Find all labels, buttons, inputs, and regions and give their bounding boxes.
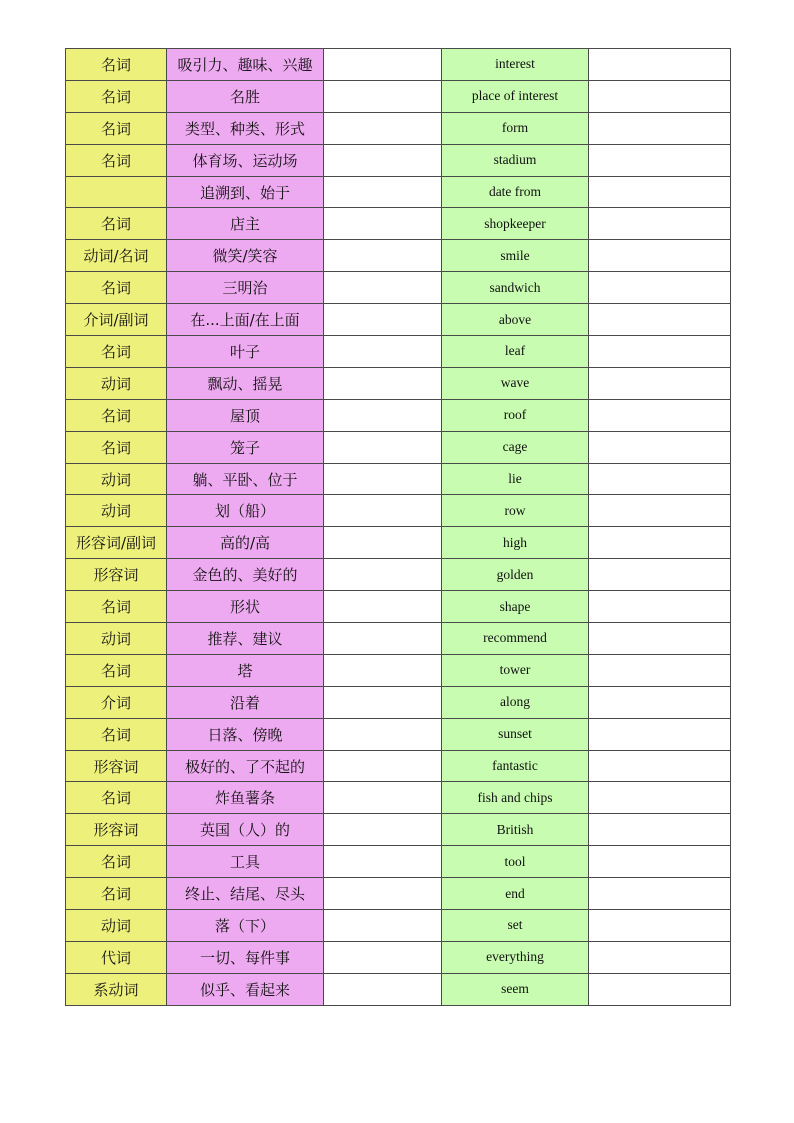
chinese-meaning-cell: 叶子 bbox=[167, 336, 324, 368]
blank-answer-cell bbox=[589, 272, 731, 304]
blank-answer-cell bbox=[324, 176, 442, 208]
chinese-meaning-cell: 英国（人）的 bbox=[167, 814, 324, 846]
blank-answer-cell bbox=[324, 782, 442, 814]
chinese-meaning-cell: 极好的、了不起的 bbox=[167, 750, 324, 782]
part-of-speech-cell: 形容词 bbox=[66, 814, 167, 846]
blank-answer-cell bbox=[324, 304, 442, 336]
english-word-cell: tool bbox=[442, 846, 589, 878]
english-word-cell: interest bbox=[442, 49, 589, 81]
english-word-cell: shape bbox=[442, 591, 589, 623]
chinese-meaning-cell: 金色的、美好的 bbox=[167, 559, 324, 591]
table-row bbox=[66, 973, 731, 1005]
vocabulary-table-body bbox=[66, 49, 731, 1006]
chinese-meaning-cell: 吸引力、趣味、兴趣 bbox=[167, 49, 324, 81]
english-word-cell: end bbox=[442, 878, 589, 910]
chinese-meaning-cell: 工具 bbox=[167, 846, 324, 878]
english-word-cell: form bbox=[442, 112, 589, 144]
blank-answer-cell bbox=[589, 654, 731, 686]
chinese-meaning-cell: 飘动、摇晃 bbox=[167, 367, 324, 399]
blank-answer-cell bbox=[589, 240, 731, 272]
english-word-cell: smile bbox=[442, 240, 589, 272]
english-word-cell: fantastic bbox=[442, 750, 589, 782]
table-row bbox=[66, 240, 731, 272]
english-word-cell: roof bbox=[442, 399, 589, 431]
table-row bbox=[66, 623, 731, 655]
part-of-speech-cell: 名词 bbox=[66, 846, 167, 878]
blank-answer-cell bbox=[324, 208, 442, 240]
table-row bbox=[66, 304, 731, 336]
english-word-cell: tower bbox=[442, 654, 589, 686]
part-of-speech-cell: 动词 bbox=[66, 367, 167, 399]
part-of-speech-cell: 介词 bbox=[66, 686, 167, 718]
table-row bbox=[66, 686, 731, 718]
blank-answer-cell bbox=[324, 846, 442, 878]
blank-answer-cell bbox=[589, 176, 731, 208]
part-of-speech-cell: 名词 bbox=[66, 654, 167, 686]
blank-answer-cell bbox=[589, 591, 731, 623]
chinese-meaning-cell: 划（船） bbox=[167, 495, 324, 527]
part-of-speech-cell: 名词 bbox=[66, 336, 167, 368]
blank-answer-cell bbox=[589, 463, 731, 495]
table-row bbox=[66, 176, 731, 208]
english-word-cell: sunset bbox=[442, 718, 589, 750]
english-word-cell: set bbox=[442, 910, 589, 942]
table-row bbox=[66, 591, 731, 623]
chinese-meaning-cell: 体育场、运动场 bbox=[167, 144, 324, 176]
part-of-speech-cell: 形容词/副词 bbox=[66, 527, 167, 559]
english-word-cell: British bbox=[442, 814, 589, 846]
chinese-meaning-cell: 店主 bbox=[167, 208, 324, 240]
part-of-speech-cell: 名词 bbox=[66, 718, 167, 750]
english-word-cell: above bbox=[442, 304, 589, 336]
blank-answer-cell bbox=[324, 431, 442, 463]
table-row bbox=[66, 367, 731, 399]
part-of-speech-cell bbox=[66, 176, 167, 208]
chinese-meaning-cell: 在...上面/在上面 bbox=[167, 304, 324, 336]
table-row bbox=[66, 208, 731, 240]
table-row bbox=[66, 399, 731, 431]
blank-answer-cell bbox=[324, 623, 442, 655]
chinese-meaning-cell: 终止、结尾、尽头 bbox=[167, 878, 324, 910]
blank-answer-cell bbox=[324, 527, 442, 559]
english-word-cell: seem bbox=[442, 973, 589, 1005]
english-word-cell: leaf bbox=[442, 336, 589, 368]
blank-answer-cell bbox=[589, 336, 731, 368]
english-word-cell: golden bbox=[442, 559, 589, 591]
part-of-speech-cell: 系动词 bbox=[66, 973, 167, 1005]
table-row bbox=[66, 910, 731, 942]
blank-answer-cell bbox=[589, 750, 731, 782]
chinese-meaning-cell: 落（下） bbox=[167, 910, 324, 942]
blank-answer-cell bbox=[324, 49, 442, 81]
chinese-meaning-cell: 屋顶 bbox=[167, 399, 324, 431]
chinese-meaning-cell: 推荐、建议 bbox=[167, 623, 324, 655]
part-of-speech-cell: 名词 bbox=[66, 591, 167, 623]
table-row bbox=[66, 144, 731, 176]
part-of-speech-cell: 动词 bbox=[66, 623, 167, 655]
blank-answer-cell bbox=[589, 686, 731, 718]
chinese-meaning-cell: 高的/高 bbox=[167, 527, 324, 559]
blank-answer-cell bbox=[324, 718, 442, 750]
part-of-speech-cell: 名词 bbox=[66, 878, 167, 910]
blank-answer-cell bbox=[324, 240, 442, 272]
table-row bbox=[66, 495, 731, 527]
part-of-speech-cell: 名词 bbox=[66, 80, 167, 112]
part-of-speech-cell: 名词 bbox=[66, 272, 167, 304]
part-of-speech-cell: 名词 bbox=[66, 49, 167, 81]
part-of-speech-cell: 动词 bbox=[66, 463, 167, 495]
blank-answer-cell bbox=[589, 782, 731, 814]
blank-answer-cell bbox=[589, 304, 731, 336]
blank-answer-cell bbox=[589, 941, 731, 973]
chinese-meaning-cell: 类型、种类、形式 bbox=[167, 112, 324, 144]
blank-answer-cell bbox=[324, 336, 442, 368]
blank-answer-cell bbox=[324, 878, 442, 910]
english-word-cell: high bbox=[442, 527, 589, 559]
table-row bbox=[66, 814, 731, 846]
blank-answer-cell bbox=[589, 144, 731, 176]
chinese-meaning-cell: 微笑/笑容 bbox=[167, 240, 324, 272]
part-of-speech-cell: 名词 bbox=[66, 782, 167, 814]
blank-answer-cell bbox=[324, 272, 442, 304]
table-row bbox=[66, 941, 731, 973]
table-row bbox=[66, 49, 731, 81]
blank-answer-cell bbox=[324, 750, 442, 782]
part-of-speech-cell: 形容词 bbox=[66, 559, 167, 591]
part-of-speech-cell: 名词 bbox=[66, 399, 167, 431]
table-row bbox=[66, 750, 731, 782]
blank-answer-cell bbox=[589, 112, 731, 144]
part-of-speech-cell: 代词 bbox=[66, 941, 167, 973]
part-of-speech-cell: 名词 bbox=[66, 144, 167, 176]
chinese-meaning-cell: 躺、平卧、位于 bbox=[167, 463, 324, 495]
chinese-meaning-cell: 似乎、看起来 bbox=[167, 973, 324, 1005]
chinese-meaning-cell: 一切、每件事 bbox=[167, 941, 324, 973]
blank-answer-cell bbox=[324, 399, 442, 431]
english-word-cell: cage bbox=[442, 431, 589, 463]
table-row bbox=[66, 654, 731, 686]
table-row bbox=[66, 527, 731, 559]
blank-answer-cell bbox=[324, 463, 442, 495]
english-word-cell: date from bbox=[442, 176, 589, 208]
blank-answer-cell bbox=[589, 49, 731, 81]
part-of-speech-cell: 动词/名词 bbox=[66, 240, 167, 272]
blank-answer-cell bbox=[589, 80, 731, 112]
chinese-meaning-cell: 名胜 bbox=[167, 80, 324, 112]
chinese-meaning-cell: 日落、傍晚 bbox=[167, 718, 324, 750]
blank-answer-cell bbox=[324, 654, 442, 686]
blank-answer-cell bbox=[589, 527, 731, 559]
english-word-cell: row bbox=[442, 495, 589, 527]
blank-answer-cell bbox=[589, 718, 731, 750]
blank-answer-cell bbox=[324, 910, 442, 942]
blank-answer-cell bbox=[589, 846, 731, 878]
blank-answer-cell bbox=[589, 559, 731, 591]
part-of-speech-cell: 形容词 bbox=[66, 750, 167, 782]
blank-answer-cell bbox=[324, 814, 442, 846]
blank-answer-cell bbox=[589, 431, 731, 463]
blank-answer-cell bbox=[324, 144, 442, 176]
english-word-cell: sandwich bbox=[442, 272, 589, 304]
blank-answer-cell bbox=[324, 495, 442, 527]
part-of-speech-cell: 名词 bbox=[66, 208, 167, 240]
table-row bbox=[66, 463, 731, 495]
blank-answer-cell bbox=[589, 910, 731, 942]
english-word-cell: stadium bbox=[442, 144, 589, 176]
blank-answer-cell bbox=[589, 623, 731, 655]
chinese-meaning-cell: 三明治 bbox=[167, 272, 324, 304]
table-row bbox=[66, 431, 731, 463]
blank-answer-cell bbox=[324, 367, 442, 399]
english-word-cell: wave bbox=[442, 367, 589, 399]
part-of-speech-cell: 动词 bbox=[66, 910, 167, 942]
english-word-cell: everything bbox=[442, 941, 589, 973]
blank-answer-cell bbox=[324, 941, 442, 973]
blank-answer-cell bbox=[324, 591, 442, 623]
chinese-meaning-cell: 笼子 bbox=[167, 431, 324, 463]
blank-answer-cell bbox=[324, 973, 442, 1005]
chinese-meaning-cell: 塔 bbox=[167, 654, 324, 686]
blank-answer-cell bbox=[324, 559, 442, 591]
part-of-speech-cell: 动词 bbox=[66, 495, 167, 527]
part-of-speech-cell: 名词 bbox=[66, 431, 167, 463]
english-word-cell: lie bbox=[442, 463, 589, 495]
table-row bbox=[66, 112, 731, 144]
table-row bbox=[66, 80, 731, 112]
english-word-cell: along bbox=[442, 686, 589, 718]
blank-answer-cell bbox=[324, 80, 442, 112]
chinese-meaning-cell: 形状 bbox=[167, 591, 324, 623]
blank-answer-cell bbox=[324, 686, 442, 718]
part-of-speech-cell: 名词 bbox=[66, 112, 167, 144]
english-word-cell: fish and chips bbox=[442, 782, 589, 814]
chinese-meaning-cell: 沿着 bbox=[167, 686, 324, 718]
table-row bbox=[66, 559, 731, 591]
table-row bbox=[66, 846, 731, 878]
english-word-cell: place of interest bbox=[442, 80, 589, 112]
blank-answer-cell bbox=[589, 208, 731, 240]
blank-answer-cell bbox=[589, 399, 731, 431]
blank-answer-cell bbox=[589, 367, 731, 399]
blank-answer-cell bbox=[589, 973, 731, 1005]
blank-answer-cell bbox=[589, 814, 731, 846]
table-row bbox=[66, 878, 731, 910]
table-row bbox=[66, 272, 731, 304]
table-row bbox=[66, 718, 731, 750]
part-of-speech-cell: 介词/副词 bbox=[66, 304, 167, 336]
blank-answer-cell bbox=[589, 878, 731, 910]
english-word-cell: recommend bbox=[442, 623, 589, 655]
blank-answer-cell bbox=[589, 495, 731, 527]
english-word-cell: shopkeeper bbox=[442, 208, 589, 240]
chinese-meaning-cell: 炸鱼薯条 bbox=[167, 782, 324, 814]
table-row bbox=[66, 336, 731, 368]
blank-answer-cell bbox=[324, 112, 442, 144]
vocabulary-table bbox=[65, 48, 731, 1006]
chinese-meaning-cell: 追溯到、始于 bbox=[167, 176, 324, 208]
table-row bbox=[66, 782, 731, 814]
